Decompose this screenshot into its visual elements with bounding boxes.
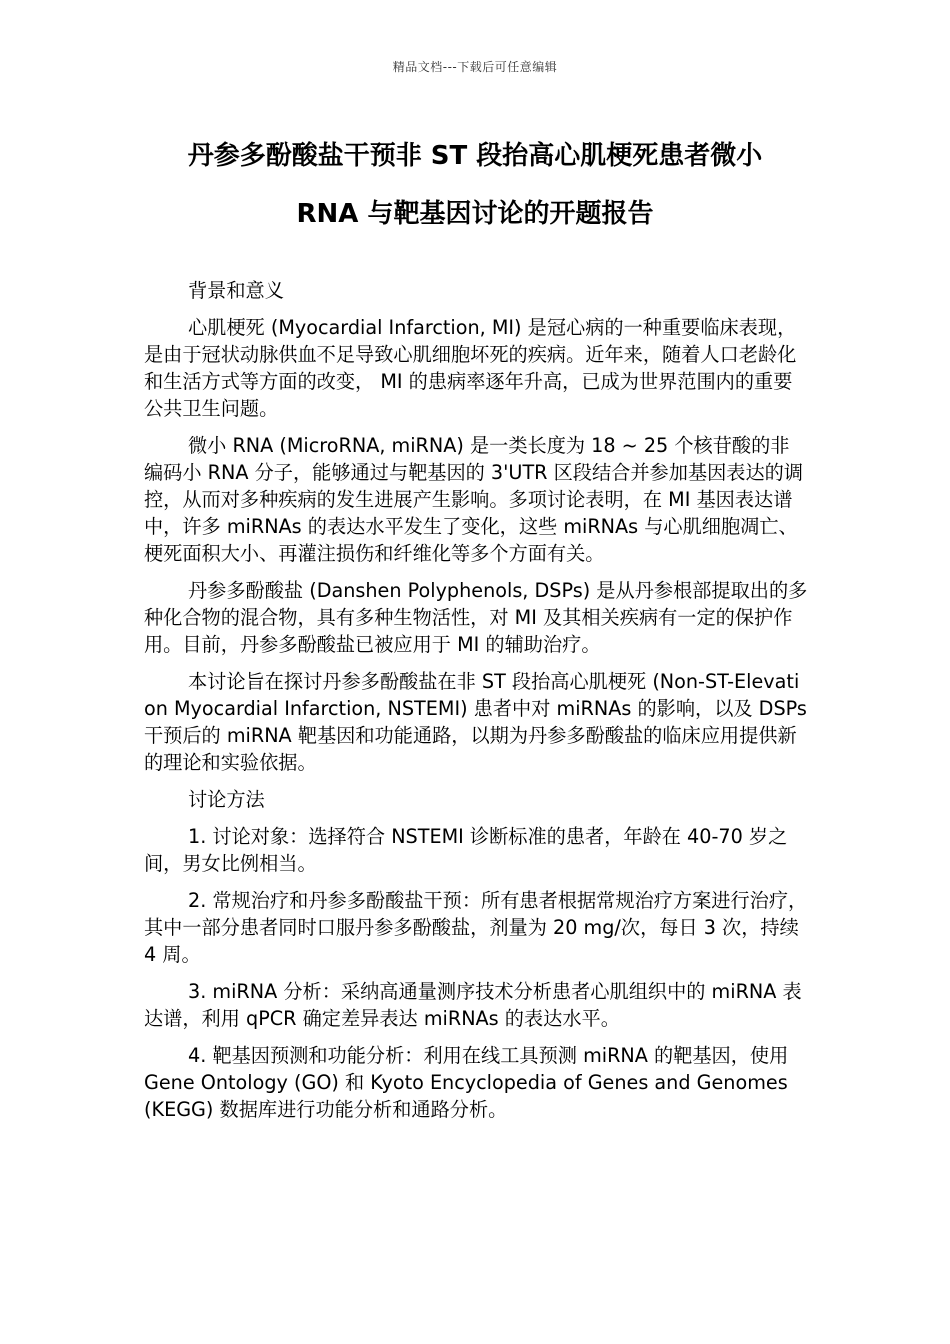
method-item-4: 4. 靶基因预测和功能分析：利用在线工具预测 miRNA 的靶基因，使用 Gene Ontology (GO) 和 Kyoto Encyclopedia of Genes and Genomes (KEGG) 数据库进行功能分析和通路分析。 — [144, 1044, 789, 1121]
section-heading-background: 背景和意义 — [188, 279, 284, 302]
method-item-1: 1. 讨论对象：选择符合 NSTEMI 诊断标准的患者，年龄在 40-70 岁之间，男女比例相当。 — [144, 825, 788, 875]
document-title-line-1: 丹参多酚酸盐干预非 ST 段抬高心肌梗死患者微小 — [187, 141, 763, 171]
paragraph-mirna-intro: 微小 RNA (MicroRNA, miRNA) 是一类长度为 18 ~ 25 个核苷酸的非编码小 RNA 分子，能够通过与靶基因的 3'UTR 区段结合并参加基因表达的调控，从而对多种疾病的发生进展产生影响。多项讨论表明，在 MI 基因表达谱中，许多 miRNAs 的表达水平发生了变化，这些 miRNAs 与心肌细胞凋亡、梗死面积大小、再灌注损伤和纤维化等多个方面有关。 — [144, 434, 804, 565]
document-body — [144, 277, 808, 1133]
paragraph-dsps-intro: 丹参多酚酸盐 (Danshen Polyphenols, DSPs) 是从丹参根部提取出的多种化合物的混合物，具有多种生物活性，对 MI 及其相关疾病有一定的保护作用。目前，丹参多酚酸盐已被应用于 MI 的辅助治疗。 — [144, 579, 808, 656]
paragraph-mi-intro: 心肌梗死 (Myocardial Infarction, MI) 是冠心病的一种重要临床表现，是由于冠状动脉供血不足导致心肌细胞坏死的疾病。近年来，随着人口老龄化和生活方式等方面的改变， MI 的患病率逐年升高，已成为世界范围内的重要公共卫生问题。 — [144, 316, 797, 420]
paragraph-study-aim: 本讨论旨在探讨丹参多酚酸盐在非 ST 段抬高心肌梗死 (Non-ST-Elevation Myocardial Infarction, NSTEMI) 患者中对 miRNAs 的影响，以及 DSPs 干预后的 miRNA 靶基因和功能通路，以期为丹参多酚酸盐的临床应用提供新的理论和实验依据。 — [144, 670, 807, 774]
document-title-line-2: RNA 与靶基因讨论的开题报告 — [296, 199, 654, 229]
method-item-2: 2. 常规治疗和丹参多酚酸盐干预：所有患者根据常规治疗方案进行治疗，其中一部分患者同时口服丹参多酚酸盐，剂量为 20 mg/次，每日 3 次，持续 4 周。 — [144, 889, 808, 966]
header-note: 精品文档---下载后可任意编辑 — [392, 60, 558, 74]
section-heading-methods: 讨论方法 — [188, 788, 265, 811]
method-item-3: 3. miRNA 分析：采纳高通量测序技术分析患者心肌组织中的 miRNA 表达谱，利用 qPCR 确定差异表达 miRNAs 的表达水平。 — [144, 980, 802, 1030]
